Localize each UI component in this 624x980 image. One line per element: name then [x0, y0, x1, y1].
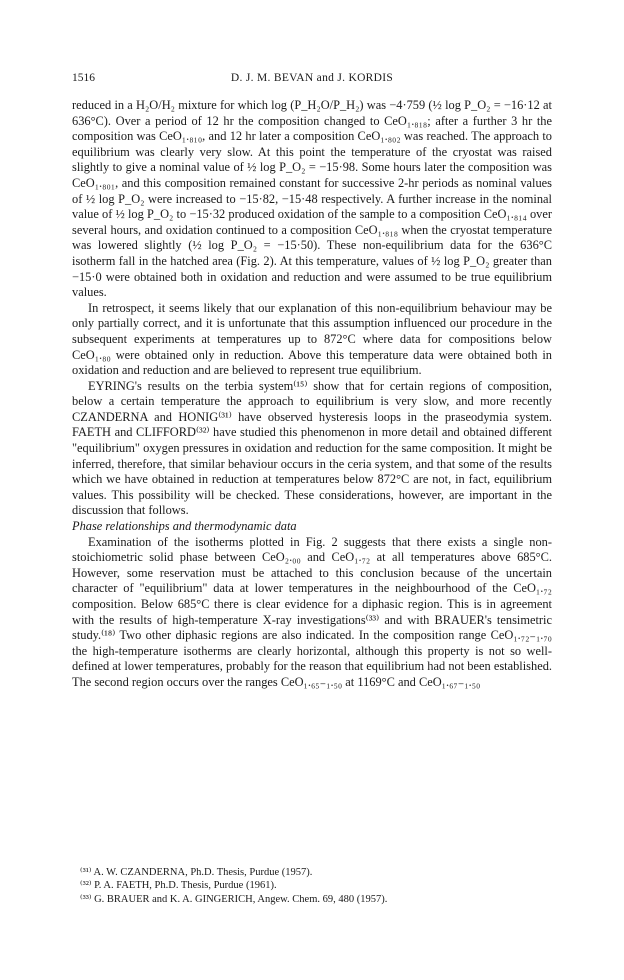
paragraph: reduced in a H₂O/H₂ mixture for which log (P_H₂O/P_H₂) was −4·759 (½ log P_O₂ = −16·12 at 636°C). Over a period of 12 hr the composition changed to CeO₁.₈₁₈; after a further 3 hr the composition was CeO₁.₈₁₀, and 12 hr later a composition CeO₁.₈₀₂ was reached. The approach to equilibrium was clearly very slow. At this point the temperature of the cryostat was raised slightly to give a nominal value of ½ log P_O₂ = −15·98. Some hours later the composition was CeO₁.₈₀₁, and this composition remained constant for successive 2-hr periods as nominal values of ½ log P_O₂ were increased to −15·82, −15·48 respectively. A further increase in the nominal value of ½ log P_O₂ to −15·32 produced oxidation of the sample to a composition CeO₁.₈₁₄ over several hours, and oxidation continued to a composition CeO₁.₈₁₈ when the cryostat temperature was lowered slightly (½ log P_O₂ = −15·50). These non-equilibrium data for the 636°C isotherm fall in the hatched area (Fig. 2). At this temperature, values of ½ log P_O₂ greater than −15·0 were obtained both in oxidation and reduction and were assumed to be true equilibrium values.: [72, 98, 552, 300]
running-header-authors: D. J. M. BEVAN and J. KORDIS: [230, 72, 394, 84]
paragraph: Examination of the isotherms plotted in Fig. 2 suggests that there exists a single non-stoichiometric solid phase between CeO₂.₀₀ and CeO₁.₇₂ at all temperatures above 685°C. However, some reservation must be attached to this conclusion because of the uncertain character of "equilibrium" data at lower temperatures in the neighbourhood of the CeO₁.₇₂ composition. Below 685°C there is clear evidence for a diphasic region. This is in agreement with the results of high-temperature X-ray investigations⁽³³⁾ and with BRAUER's tensimetric study.⁽¹⁸⁾ Two other diphasic regions are also indicated. In the composition range CeO₁.₇₂₋₁.₇₀ the high-temperature isotherms are clearly horizontal, although this property is not so well-defined at lower temperatures, probably for the reason that equilibrium had not been established. The second region occurs over the ranges CeO₁.₆₅₋₁.₅₀ at 1169°C and CeO₁.₆₇₋₁.₅₀: [72, 534, 552, 689]
page-number: 1516: [72, 72, 95, 84]
section-heading: Phase relationships and thermodynamic data: [72, 519, 297, 534]
running-header: [72, 72, 552, 88]
footnote: ⁽³³⁾ G. BRAUER and K. A. GINGERICH, Angew. Chem. 69, 480 (1957).: [80, 893, 388, 905]
footnote: ⁽³²⁾ P. A. FAETH, Ph.D. Thesis, Purdue (1961).: [80, 880, 277, 892]
body-text: [72, 98, 552, 691]
paragraph: EYRING's results on the terbia system⁽¹⁵⁾ show that for certain regions of composition, below a certain temperature the approach to equilibrium is very slow, and more recently CZANDERNA and HONIG⁽³¹⁾ have observed hysteresis loops in the praseodymia system. FAETH and CLIFFORD⁽³²⁾ have studied this phenomenon in more detail and obtained different "equilibrium" oxygen pressures in oxidation and reduction for the same composition. It might be inferred, therefore, that similar behaviour occurs in the ceria system, and that some of the results which we have obtained in reduction at temperatures below 872°C are not, in fact, equilibrium values. This possibility will be checked. These considerations, however, are important in the discussion that follows.: [72, 378, 552, 518]
paragraph: In retrospect, it seems likely that our explanation of this non-equilibrium behaviour may be only partially correct, and it is unfortunate that this assumption influenced our procedure in the subsequent experiments at temperatures up to 872°C where data for compositions below CeO₁.₈₀ were obtained only in reduction. Above this temperature data were obtained both in oxidation and reduction and are believed to represent true equilibrium.: [72, 300, 552, 378]
footnotes: [80, 866, 550, 906]
footnote: ⁽³¹⁾ A. W. CZANDERNA, Ph.D. Thesis, Purdue (1957).: [80, 867, 313, 878]
